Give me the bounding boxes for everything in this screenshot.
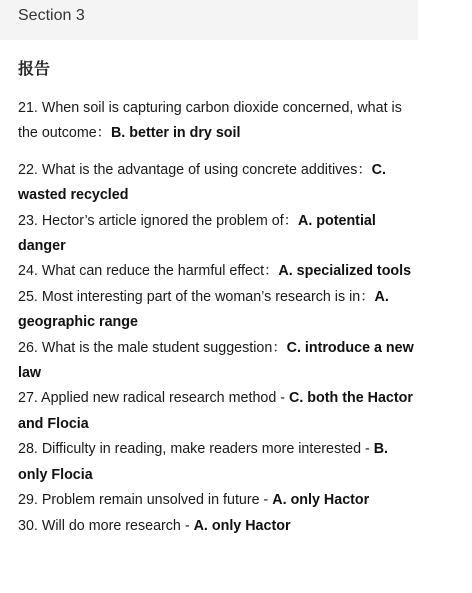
question-item-28 (18, 437, 418, 488)
answer-text: A. only Hactor (193, 517, 291, 534)
question-item-21 (18, 96, 418, 147)
answer-text: C. introduce a new law (18, 339, 414, 382)
answer-text: C. both the Hactor and Flocia (18, 390, 413, 432)
question-item-29 (18, 488, 418, 513)
question-text: 30. Will do more research - (18, 517, 194, 534)
answer-text: A. specialized tools (278, 263, 412, 280)
question-text: 29. Problem remain unsolved in future - (18, 492, 273, 509)
question-text: 25. Most interesting part of the woman’s research is in： (18, 288, 375, 305)
page-heading: 报告 (18, 59, 51, 78)
question-text: 28. Difficulty in reading, make readers more interested - (18, 441, 374, 458)
question-item-24 (18, 259, 418, 284)
question-item-30 (18, 514, 418, 539)
question-item-22 (18, 158, 418, 209)
question-list (18, 96, 418, 539)
question-item-23 (18, 209, 418, 260)
question-text: 23. Hector’s article ignored the problem of： (18, 212, 298, 229)
section-title: Section 3 (18, 7, 85, 24)
question-item-27 (18, 386, 418, 437)
question-text: 26. What is the male student suggestion： (18, 339, 287, 356)
question-text: 27. Applied new radical research method - (18, 390, 289, 407)
question-text: 22. What is the advantage of using concrete additives： (18, 161, 372, 178)
answer-text: A. potential danger (18, 212, 376, 255)
question-text: 24. What can reduce the harmful effect： (18, 263, 279, 280)
answer-text: B. better in dry soil (110, 125, 241, 142)
answer-text: A. only Hactor (272, 492, 370, 509)
question-text: 21. When soil is capturing carbon dioxide concerned, what is the outcome： (18, 100, 402, 142)
answer-text: C. wasted recycled (18, 161, 386, 204)
answer-text: A. geographic range (18, 288, 389, 331)
answer-text: B. only Flocia (18, 441, 389, 483)
section-header (0, 0, 418, 40)
question-item-25 (18, 285, 418, 336)
question-item-26 (18, 336, 418, 387)
